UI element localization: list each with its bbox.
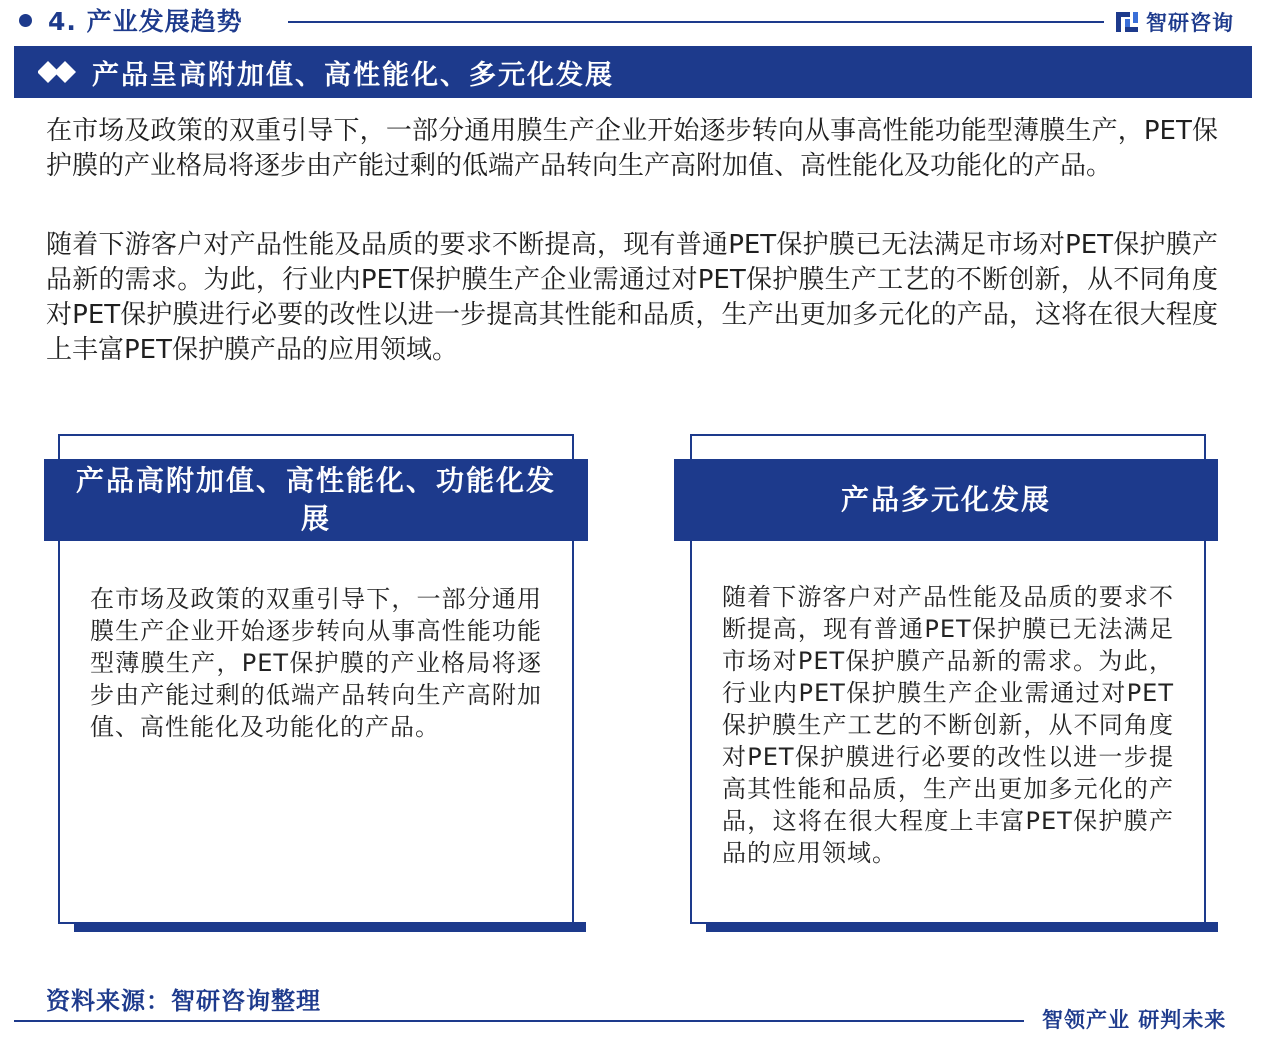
card-title: 产品多元化发展: [674, 459, 1218, 541]
card-title: 产品高附加值、高性能化、功能化发展: [44, 459, 588, 541]
footer-divider: [14, 1020, 1024, 1022]
double-diamond-icon: [38, 60, 78, 84]
card-body: 随着下游客户对产品性能及品质的要求不断提高，现有普通PET保护膜已无法满足市场对PET保护膜产品新的需求。为此，行业内PET保护膜生产企业需通过对PET保护膜生产工艺的不断创新，从不同角度对PET保护膜进行必要的改性以进一步提高其性能和品质，生产出更加多元化的产品，这将在很大程度上丰富PET保护膜产品的应用领域。: [722, 583, 1174, 867]
brand-name: 智研咨询: [1146, 11, 1234, 35]
card-body: 在市场及政策的双重引导下，一部分通用膜生产企业开始逐步转向从事高性能功能型薄膜生产，PET保护膜的产业格局将逐步由产能过剩的低端产品转向生产高附加值、高性能化及功能化的产品。: [90, 585, 542, 741]
brand-logo: [1114, 6, 1234, 38]
intro-paragraph-1: 在市场及政策的双重引导下，一部分通用膜生产企业开始逐步转向从事高性能功能型薄膜生产，PET保护膜的产业格局将逐步由产能过剩的低端产品转向生产高附加值、高性能化及功能化的产品。: [46, 116, 1218, 181]
section-title: 4. 产业发展趋势: [48, 7, 243, 36]
header-divider: [288, 21, 1104, 23]
source-note: 资料来源：智研咨询整理: [46, 987, 321, 1015]
brand-mark-icon: [1114, 9, 1140, 35]
page-title: 产品呈高附加值、高性能化、多元化发展: [92, 59, 614, 91]
section-bullet-icon: [19, 14, 32, 27]
intro-paragraph-2: 随着下游客户对产品性能及品质的要求不断提高，现有普通PET保护膜已无法满足市场对PET保护膜产品新的需求。为此，行业内PET保护膜生产企业需通过对PET保护膜生产工艺的不断创新，从不同角度对PET保护膜进行必要的改性以进一步提高其性能和品质，生产出更加多元化的产品，这将在很大程度上丰富PET保护膜产品的应用领域。: [46, 230, 1218, 365]
title-bar: [14, 46, 1252, 98]
footer-slogan: 智领产业 研判未来: [1042, 1008, 1227, 1032]
